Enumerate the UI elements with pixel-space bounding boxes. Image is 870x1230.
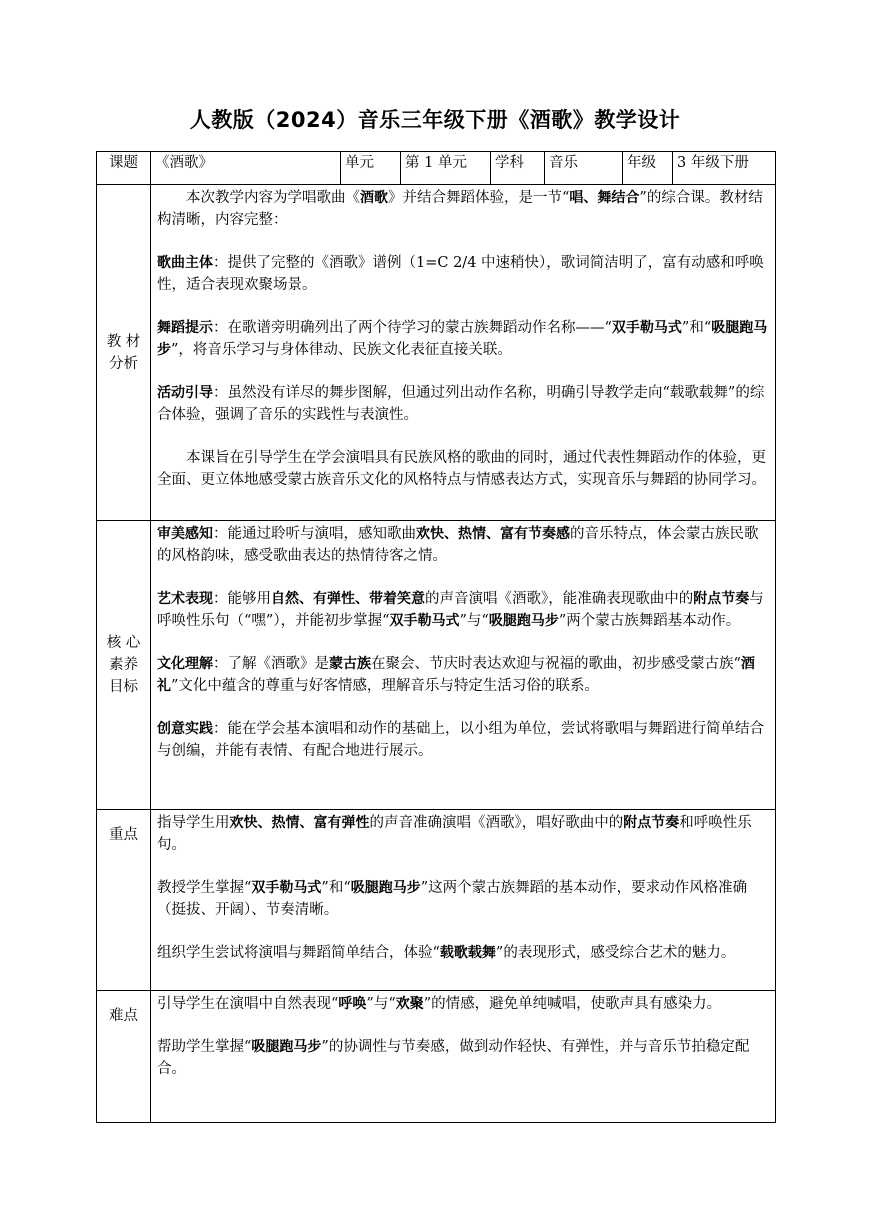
page-title: 人教版（2024）音乐三年级下册《酒歌》教学设计	[189, 108, 681, 132]
danyuan-label: 单元	[341, 152, 401, 185]
nandian-p2: 帮助学生掌握“吸腿跑马步”的协调性与节奏感，做到动作轻快、有弹性，并与音乐节拍稳定配合。	[157, 1039, 750, 1077]
jiaocai-song: 歌曲主体：提供了完整的《酒歌》谱例（1=C 2/4 中速稍快），歌词简洁明了，富有动感和呼唤性，适合表现欢聚场景。	[157, 255, 764, 293]
hexin-label-line3: 目标	[109, 679, 138, 695]
jiaocai-activity: 活动引导：虽然没有详尽的舞步图解，但通过列出动作名称，明确引导教学走向“载歌载舞”的综合体验，强调了音乐的实践性与表演性。	[157, 385, 765, 423]
jiaocai-label	[97, 185, 151, 521]
hexin-row	[97, 521, 776, 810]
header-row	[97, 152, 776, 185]
jiaocai-summary: 本课旨在引导学生在学会演唱具有民族风格的歌曲的同时，通过代表性舞蹈动作的体验，更全面、更立体地感受蒙古族音乐文化的风格特点与情感表达方式，实现音乐与舞蹈的协同学习。	[157, 450, 766, 488]
zhongdian-label: 重点	[97, 810, 151, 991]
jiaocai-dance: 舞蹈提示：在歌谱旁明确列出了两个待学习的蒙古族舞蹈动作名称——“双手勒马式”和“吸腿跑马步”，将音乐学习与身体律动、民族文化表征直接关联。	[157, 320, 768, 358]
jiaocai-content	[151, 185, 776, 521]
hexin-wenhua: 文化理解：了解《酒歌》是蒙古族在聚会、节庆时表达欢迎与祝福的歌曲，初步感受蒙古族“酒礼”文化中蕴含的尊重与好客情感，理解音乐与特定生活习俗的联系。	[157, 656, 755, 694]
hexin-content	[151, 521, 776, 810]
zhongdian-p1: 指导学生用欢快、热情、富有弹性的声音准确演唱《酒歌》，唱好歌曲中的附点节奏和呼唤性乐句。	[157, 815, 752, 853]
keti-label: 课题	[97, 152, 151, 185]
danyuan-value: 第 1 单元	[401, 152, 491, 185]
lesson-plan-table	[96, 151, 776, 1123]
zhongdian-content	[151, 810, 776, 991]
zhongdian-p3: 组织学生尝试将演唱与舞蹈简单结合，体验“载歌载舞”的表现形式，感受综合艺术的魅力。	[157, 945, 736, 961]
xueke-label: 学科	[491, 152, 545, 185]
xueke-value: 音乐	[545, 152, 623, 185]
hexin-chuangyi: 创意实践：能在学会基本演唱和动作的基础上，以小组为单位，尝试将歌唱与舞蹈进行简单结合与创编，并能有表情、有配合地进行展示。	[157, 721, 764, 759]
jiaocai-label-line2: 分析	[109, 355, 138, 372]
hexin-label-line2: 素养	[109, 657, 138, 673]
jiaocai-row	[97, 185, 776, 521]
jiaocai-label-line1: 教 材	[106, 333, 141, 350]
nianji-value: 3 年级下册	[673, 152, 776, 185]
nandian-row	[97, 991, 776, 1123]
zhongdian-p2: 教授学生掌握“双手勒马式”和“吸腿跑马步”这两个蒙古族舞蹈的基本动作，要求动作风格准确（挺拔、开阔）、节奏清晰。	[157, 880, 748, 918]
nandian-content	[151, 991, 776, 1123]
hexin-label	[97, 521, 151, 810]
keti-value: 《酒歌》	[151, 152, 341, 185]
jiaocai-intro: 本次教学内容为学唱歌曲《酒歌》并结合舞蹈体验，是一节“唱、舞结合”的综合课。教材结构清晰，内容完整：	[157, 190, 763, 228]
nandian-p1: 引导学生在演唱中自然表现“呼唤”与“欢聚”的情感，避免单纯喊唱，使歌声具有感染力。	[157, 996, 722, 1012]
nandian-label: 难点	[97, 991, 151, 1123]
hexin-label-line1: 核 心	[106, 635, 141, 651]
hexin-shenmei: 审美感知：能通过聆听与演唱，感知歌曲欢快、热情、富有节奏感的音乐特点，体会蒙古族民歌的风格韵味，感受歌曲表达的热情待客之情。	[157, 526, 759, 564]
zhongdian-row	[97, 810, 776, 991]
hexin-yishu: 艺术表现：能够用自然、有弹性、带着笑意的声音演唱《酒歌》，能准确表现歌曲中的附点节奏与呼唤性乐句（“嘿”），并能初步掌握“双手勒马式”与“吸腿跑马步”两个蒙古族舞蹈基本动作。	[157, 591, 764, 629]
nianji-label: 年级	[623, 152, 673, 185]
